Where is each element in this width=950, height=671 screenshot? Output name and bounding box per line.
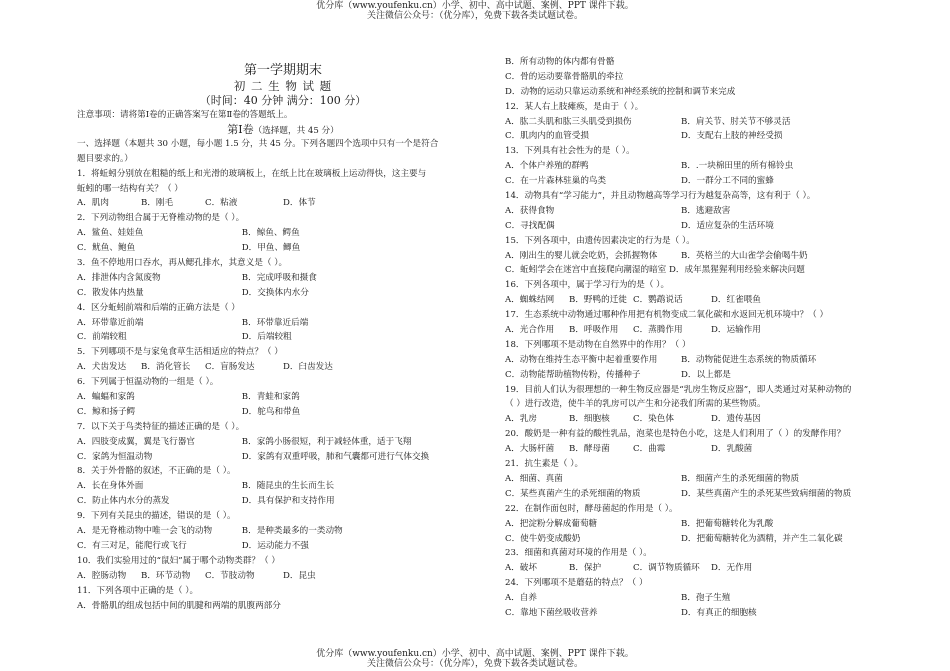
- answer-option: D．把葡萄糖转化为酒精，并产生二氧化碳: [681, 533, 843, 544]
- question-item: [77, 211, 489, 256]
- answer-option: A．动物在维持生态平衡中起着重要作用: [505, 354, 658, 365]
- answer-option: D．以上都是: [681, 369, 731, 380]
- top-banner: [0, 1, 950, 21]
- answer-option: C．盲肠发达: [205, 362, 255, 373]
- question-stem: 8．关于外骨骼的叙述，不正确的是（ ）。: [77, 466, 236, 477]
- option-row: [505, 159, 945, 174]
- answer-option: C．鹦鹉说话: [633, 295, 683, 306]
- answer-option: B．随昆虫的生长而生长: [241, 481, 335, 492]
- instructions-line-1: 一、选择题（本题共 30 小题，每小题 1.5 分，共 45 分。下列各题四个选项中只有一个是符合: [77, 138, 439, 149]
- answer-option: A．刚出生的婴儿就会吃奶，会抓握物体: [505, 250, 658, 261]
- answer-option: D．运动能力不强: [241, 540, 309, 551]
- answer-option: D．具有保护和支持作用: [241, 496, 335, 507]
- question-stem: 17．生态系统中动物通过哪种作用把有机物变成二氧化碳和水返回无机环境中？（ ）: [505, 310, 829, 321]
- question-stem: 16．下列各项中，属于学习行为的是（ ）。: [505, 280, 670, 291]
- answer-option: D．运输作用: [711, 325, 761, 336]
- question-item: [77, 420, 489, 465]
- answer-option: C．染色体: [633, 414, 674, 425]
- answer-option: A．排泄体内含氮废物: [77, 272, 161, 283]
- question-stem: 4．区分蚯蚓前端和后端的正确方法是（ ）: [77, 302, 240, 313]
- option-row: [505, 606, 945, 621]
- question-item: [505, 189, 945, 234]
- option-row: [505, 249, 945, 264]
- answer-option: D．鸵鸟和带鱼: [241, 406, 301, 417]
- answer-option: C．靠地下菌丝吸收营养: [505, 607, 598, 618]
- answer-option: B．.一块棉田里的所有棉铃虫: [681, 161, 794, 172]
- option-row: [77, 479, 489, 494]
- answer-option: C．防止体内水分的蒸发: [77, 496, 170, 507]
- option-row: [77, 599, 489, 614]
- answer-option: C．使牛奶变成酸奶: [505, 533, 581, 544]
- option-row: [77, 316, 489, 331]
- option-row: [505, 532, 945, 547]
- answer-option: D．无作用: [711, 563, 753, 574]
- answer-option: D．交换体内水分: [241, 287, 309, 298]
- question-stem: 23．细菌和真菌对环境的作用是（ ）。: [505, 548, 652, 559]
- answer-option: B．家鸽小肠很短，利于减轻体重，适于飞翔: [241, 436, 412, 447]
- answer-option: A．肌肉: [77, 198, 109, 209]
- option-row: [505, 70, 945, 85]
- option-row: [505, 55, 945, 70]
- question-item: [77, 301, 489, 346]
- answer-option: B．所有动物的体内都有骨骼: [505, 57, 615, 67]
- answer-option: B．消化管长: [141, 362, 191, 373]
- answer-option: B．完成呼吸和摄食: [241, 272, 317, 283]
- question-item: [505, 383, 945, 428]
- question-stem: 13．下列具有社会性为的是（ ）。: [505, 146, 635, 157]
- answer-option: D．有真正的细胞核: [681, 607, 757, 618]
- question-stem: 6．下列属于恒温动物的一组是（ ）。: [77, 377, 219, 388]
- answer-option: C．前端较粗: [77, 332, 127, 343]
- answer-option: B．动物能促进生态系统的物质循环: [681, 354, 817, 365]
- question-item: [505, 502, 945, 547]
- answer-option: A．犬齿发达: [77, 362, 127, 373]
- banner-line-2: 关注微信公众号：（优分库），免费下载各类试题试卷。: [366, 659, 583, 669]
- question-stem: 15．下列各项中，由遗传因素决定的行为是（ ）。: [505, 235, 695, 246]
- answer-option: A．细菌、真菌: [505, 473, 563, 484]
- answer-option: A．蜘蛛结网: [505, 295, 555, 306]
- answer-option: A．获得食物: [505, 205, 555, 216]
- question-item: [505, 308, 945, 338]
- option-row: [77, 569, 489, 584]
- banner-line-1: 优分库（www.youfenku.cn）小学、初中、高中试题、案例、PPT 课件下载。: [316, 1, 634, 11]
- answer-option: D．某些真菌产生的杀死某些致病细菌的物质: [681, 488, 852, 499]
- option-row: [505, 263, 945, 278]
- option-row: [505, 219, 945, 234]
- answer-option: A．个体户养殖的群鸭: [505, 161, 589, 172]
- answer-option: C．有三对足，能爬行或飞行: [77, 540, 187, 551]
- option-row: [505, 442, 945, 457]
- answer-option: D．甲鱼、鲫鱼: [241, 243, 301, 254]
- answer-option: A．自养: [505, 593, 537, 604]
- option-row: [505, 561, 945, 576]
- bottom-banner: [0, 649, 950, 669]
- option-row: [505, 85, 945, 100]
- question-stem: 1．将蚯蚓分别放在粗糙的纸上和光滑的玻璃板上，在纸上比在玻璃板上运动得快，这主要与: [77, 168, 427, 179]
- option-row: [505, 412, 945, 427]
- question-stem: 19．目前人们认为很理想的一种生物反应器是“乳房生物反应器”，即人类通过对某种动物的: [505, 384, 852, 395]
- answer-option: C．某些真菌产生的杀死细菌的物质: [505, 488, 641, 499]
- answer-option: B．肩关节、肘关节不够灵活: [681, 116, 791, 127]
- question-stem: 24．下列哪项不是蘑菇的特点？（ ）: [505, 578, 648, 589]
- answer-option: D．后端较粗: [241, 332, 292, 343]
- answer-option: C．骨的运动要靠骨骼肌的牵拉: [505, 71, 624, 82]
- right-column: [505, 55, 945, 621]
- question-stem: 7．以下关于鸟类特征的描述正确的是（ ）。: [77, 421, 245, 432]
- option-row: [77, 360, 489, 375]
- answer-option: A．环带靠近前端: [77, 317, 144, 328]
- question-item: [77, 167, 489, 212]
- answer-option: D．遗传基因: [711, 414, 761, 425]
- answer-option: C．蒸腾作用: [633, 325, 683, 336]
- option-row: [77, 271, 489, 286]
- option-row: [505, 323, 945, 338]
- option-row: [505, 204, 945, 219]
- option-row: [77, 524, 489, 539]
- question-stem: 2．下列动物组合属于无脊椎动物的是（ ）。: [77, 213, 245, 224]
- answer-option: C．寻找配偶: [505, 220, 555, 231]
- option-row: [505, 517, 945, 532]
- question-item: [505, 278, 945, 308]
- answer-option: B．鲸鱼、鳄鱼: [241, 228, 300, 239]
- option-row: [77, 405, 489, 420]
- answer-option: B．环节动物: [141, 570, 191, 581]
- option-row: [77, 196, 489, 211]
- answer-option: D．动物的运动只靠运动系统和神经系统的控制和调节来完成: [505, 86, 736, 97]
- question-item: [77, 584, 489, 614]
- question-item: [505, 234, 945, 279]
- answer-option: B．呼吸作用: [569, 325, 619, 336]
- section-note: （选择题，共 45 分）: [253, 125, 339, 136]
- question-item: [505, 576, 945, 621]
- answer-option: C．肌肉内的血管受损: [505, 131, 589, 142]
- right-questions: [505, 55, 945, 621]
- question-stem: 10．我们实验用过的“鼠妇”属于哪个动物类群？（ ）: [77, 555, 280, 566]
- exam-note: 注意事项：请将第Ⅰ卷的正确答案写在第Ⅱ卷的答题纸上。: [77, 110, 293, 120]
- option-row: [505, 115, 945, 130]
- question-stem: 21．抗生素是（ ）。: [505, 459, 584, 470]
- answer-option: A．乳房: [505, 414, 537, 425]
- section-title: 第Ⅰ卷: [227, 122, 254, 136]
- instructions-line-2: 题目要求的。）: [77, 153, 133, 164]
- option-row: [505, 472, 945, 487]
- question-stem: 22．在制作面包时，酵母菌起的作用是（ ）。: [505, 503, 678, 514]
- left-column: [77, 56, 489, 613]
- question-stem: 11．下列各项中正确的是（ ）。: [77, 585, 199, 596]
- answer-option: B．把葡萄糖转化为乳酸: [681, 518, 774, 529]
- option-row: [77, 226, 489, 241]
- option-row: [505, 487, 945, 502]
- option-row: [505, 368, 945, 383]
- question-item: [505, 100, 945, 145]
- exam-subtitle: 初 二 生 物 试 题: [233, 79, 333, 93]
- answer-option: C．曲霉: [633, 444, 666, 455]
- answer-option: B．细胞核: [569, 414, 610, 425]
- answer-option: D．一群分工不同的蜜蜂: [681, 176, 774, 187]
- answer-option: A．骨骼肌的组成包括中间的肌腱和两端的肌腹两部分: [77, 600, 281, 611]
- answer-option: A．四肢变成翼，翼是飞行器官: [77, 436, 195, 447]
- answer-option: B．孢子生殖: [681, 593, 731, 604]
- left-questions: [77, 167, 489, 614]
- answer-option: D．支配右上肢的神经受损: [681, 131, 783, 142]
- answer-option: C．调节物质循环: [633, 563, 700, 574]
- answer-option: B．细菌产生的杀死细菌的物质: [681, 473, 800, 484]
- answer-option: A．蝙蝠和家鸽: [77, 392, 135, 403]
- answer-option: D．体节: [283, 198, 316, 209]
- question-item: [505, 55, 945, 100]
- answer-option: B．酵母菌: [569, 444, 610, 455]
- answer-option: A．把淀粉分解成葡萄糖: [505, 518, 598, 529]
- question-stem: 14．动物具有“学习能力”，并且动物越高等学习行为越复杂高等，这有利于（ ）。: [505, 191, 816, 202]
- answer-option: D．乳酸菌: [711, 444, 753, 455]
- answer-option: A．破坏: [505, 563, 537, 574]
- option-row: [77, 286, 489, 301]
- question-item: [77, 554, 489, 584]
- answer-option: B．英格兰的大山雀学会偷喝牛奶: [681, 250, 808, 261]
- answer-option: B．环带靠近后端: [241, 317, 309, 328]
- question-stem: 20．酸奶是一种有益的酸性乳品，泡菜也是特色小吃，这是人们利用了（ ）的发酵作用？: [505, 429, 846, 440]
- question-item: [77, 375, 489, 420]
- option-row: [77, 539, 489, 554]
- answer-option: B．青蛙和家鸽: [241, 392, 300, 403]
- answer-option: B．逃避敌害: [681, 205, 731, 216]
- answer-option: D．臼齿发达: [283, 362, 333, 373]
- option-row: [77, 494, 489, 509]
- option-row: [505, 293, 945, 308]
- question-stem-cont: （ ）进行改造，使牛羊的乳房可以产生和分泌我们所需的某些物质。: [505, 399, 766, 410]
- option-row: [505, 591, 945, 606]
- answer-option: C．鲸和扬子鳄: [77, 406, 136, 417]
- answer-option: C．动物能帮助植物传粉，传播种子: [505, 369, 641, 380]
- option-row: [77, 390, 489, 405]
- answer-option: D．适应复杂的生活环境: [681, 220, 774, 231]
- answer-option: D．昆虫: [283, 570, 316, 581]
- section-heading: [77, 123, 489, 137]
- question-item: [505, 457, 945, 502]
- answer-option: B．保护: [569, 563, 602, 574]
- exam-meta: （时间：40 分钟 满分：100 分）: [199, 94, 367, 107]
- answer-option: C．蚯蚓学会在迷宫中直接爬向潮湿的暗室 D．成年黑猩猩利用经验来解决问题: [505, 265, 805, 276]
- answer-option: C．节肢动物: [205, 570, 255, 581]
- answer-option: D．红雀喂鱼: [711, 295, 761, 306]
- question-item: [505, 427, 945, 457]
- answer-option: C．在一片森林驻巢的鸟类: [505, 176, 607, 187]
- answer-option: A．是无脊椎动物中唯一会飞的动物: [77, 526, 213, 537]
- question-item: [505, 144, 945, 189]
- exam-title: 第一学期期末: [243, 63, 322, 78]
- answer-option: C．家鸽为恒温动物: [77, 451, 153, 462]
- option-row: [505, 174, 945, 189]
- answer-option: A．肱二头肌和肱三头肌受到损伤: [505, 116, 632, 127]
- question-stem: 3．鱼不停地用口吞水，再从鳃孔排水，其意义是（ ）。: [77, 258, 288, 269]
- answer-option: A．腔肠动物: [77, 570, 127, 581]
- option-row: [77, 241, 489, 256]
- question-stem: 9．下列有关昆虫的描述，错误的是（ ）。: [77, 511, 236, 522]
- answer-option: D．家鸽有双重呼吸，肺和气囊都可进行气体交换: [241, 451, 430, 462]
- question-item: [77, 509, 489, 554]
- question-stem-cont: 蚯蚓的哪一结构有关？（ ）: [77, 183, 183, 194]
- answer-option: A．鲨鱼、娃娃鱼: [77, 228, 144, 239]
- question-stem: 5．下列哪项不是与家兔食草生活相适应的特点？（ ）: [77, 347, 283, 358]
- answer-option: A．光合作用: [505, 325, 555, 336]
- question-item: [77, 256, 489, 301]
- question-item: [505, 546, 945, 576]
- question-item: [505, 338, 945, 383]
- answer-option: B．野鸭的迁徙: [569, 295, 627, 306]
- answer-option: C．鱿鱼、鲍鱼: [77, 243, 136, 254]
- answer-option: A．大肠杆菌: [505, 444, 555, 455]
- banner-line-2: 关注微信公众号：（优分库），免费下载各类试题试卷。: [366, 11, 583, 21]
- option-row: [77, 330, 489, 345]
- banner-line-1: 优分库（www.youfenku.cn）小学、初中、高中试题、案例、PPT 课件下载。: [316, 649, 634, 659]
- answer-option: B．刚毛: [141, 198, 174, 209]
- answer-option: A．长在身体外面: [77, 481, 144, 492]
- option-row: [505, 129, 945, 144]
- answer-option: C．散发体内热量: [77, 287, 144, 298]
- answer-option: C．粘液: [205, 198, 238, 209]
- option-row: [77, 435, 489, 450]
- question-stem: 12．某人右上肢瘫痪，是由于（ ）。: [505, 101, 644, 112]
- option-row: [77, 450, 489, 465]
- question-item: [77, 345, 489, 375]
- answer-option: B．是种类最多的一类动物: [241, 526, 343, 537]
- question-item: [77, 464, 489, 509]
- option-row: [505, 353, 945, 368]
- question-stem: 18．下列哪项不是动物在自然界中的作用？（ ）: [505, 339, 691, 350]
